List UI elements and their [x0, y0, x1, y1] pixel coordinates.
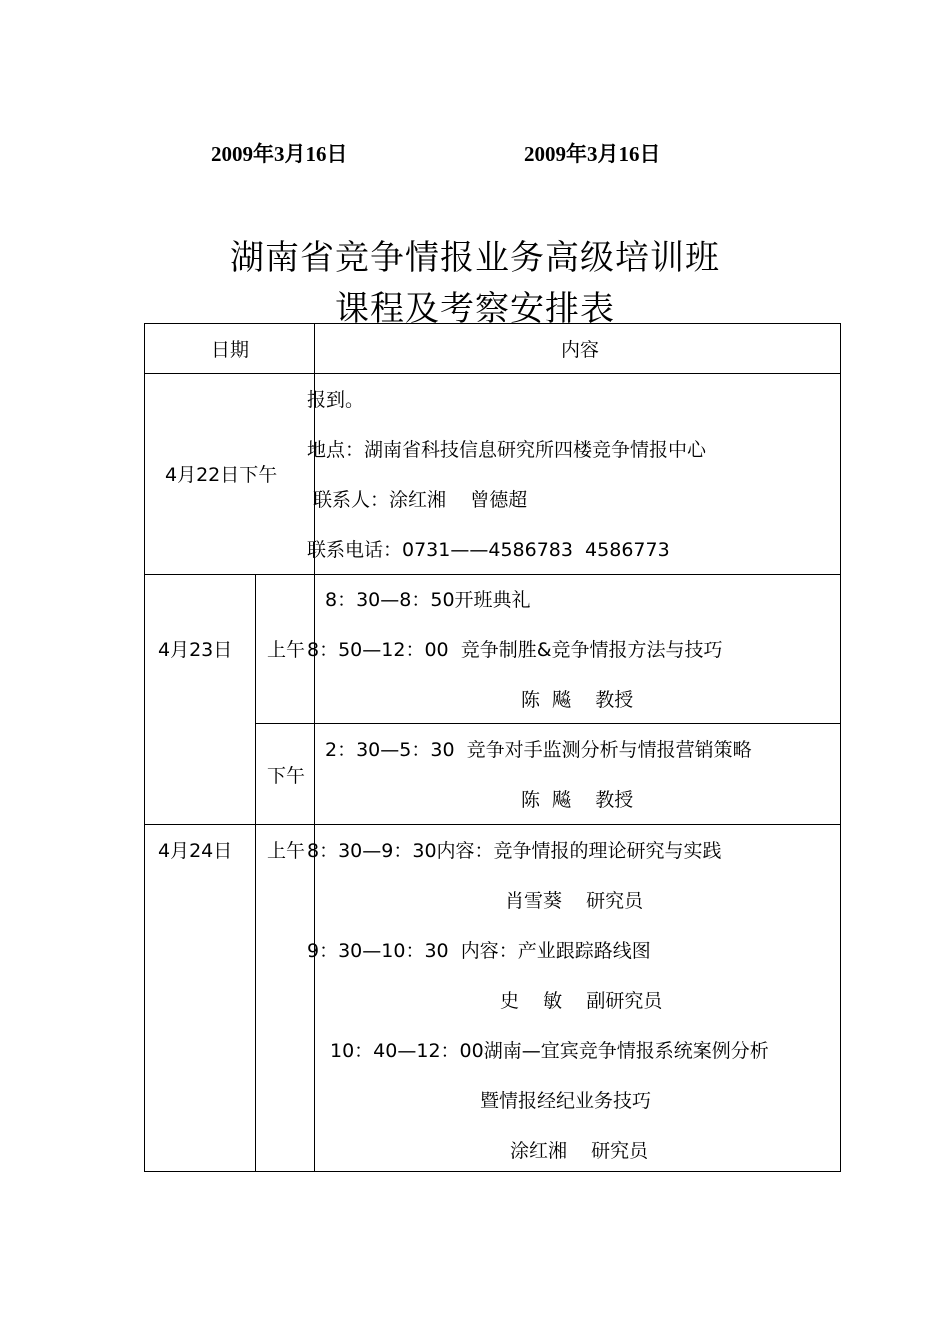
header-content: 内容 [561, 339, 600, 361]
row-divider-1 [144, 574, 841, 575]
column-divider-period [255, 574, 256, 1172]
header-date: 日期 [211, 339, 250, 361]
row3-line-5: 10：40—12：00湖南—宜宾竞争情报系统案例分析 [330, 1040, 769, 1062]
row3-line-4: 史 敏 副研究员 [500, 990, 663, 1012]
row3-line-6: 暨情报经纪业务技巧 [480, 1090, 652, 1112]
row2-pm-label: 下午 [267, 765, 306, 787]
row1-line-2: 地点：湖南省科技信息研究所四楼竞争情报中心 [307, 439, 707, 461]
row3-date: 4月24日 [158, 840, 233, 862]
row1-line-4: 联系电话：0731——4586783 4586773 [307, 539, 670, 561]
row-divider-am-pm [255, 723, 841, 724]
row-divider-2 [144, 824, 841, 825]
row2-pm-line-1: 2：30—5：30 竞争对手监测分析与情报营销策略 [325, 739, 752, 761]
row2-pm-line-2: 陈 飚 教授 [521, 789, 634, 811]
row2-am-line-2: 8：50—12：00 竞争制胜&竞争情报方法与技巧 [307, 639, 723, 661]
date-left: 2009年3月16日 [211, 142, 348, 166]
row2-am-line-1: 8：30—8：50开班典礼 [325, 589, 531, 611]
row2-am-label: 上午 [267, 639, 306, 661]
page-title: 湖南省竞争情报业务高级培训班 [230, 238, 720, 278]
row2-date: 4月23日 [158, 639, 233, 661]
page-subtitle: 课程及考察安排表 [335, 289, 615, 329]
row3-am-label: 上午 [267, 840, 306, 862]
row1-line-3: 联系人：涂红湘 曾德超 [307, 489, 528, 511]
row1-date: 4月22日下午 [165, 464, 278, 486]
row2-am-line-3: 陈 飚 教授 [521, 689, 634, 711]
row3-line-1: 8：30—9：30内容：竞争情报的理论研究与实践 [307, 840, 722, 862]
row3-line-3: 9：30—10：30 内容：产业跟踪路线图 [307, 940, 651, 962]
date-right: 2009年3月16日 [524, 142, 661, 166]
header-divider [144, 373, 841, 374]
row1-line-1: 报到。 [307, 389, 365, 411]
row3-line-2: 肖雪葵 研究员 [505, 890, 644, 912]
row3-line-7: 涂红湘 研究员 [510, 1140, 649, 1162]
